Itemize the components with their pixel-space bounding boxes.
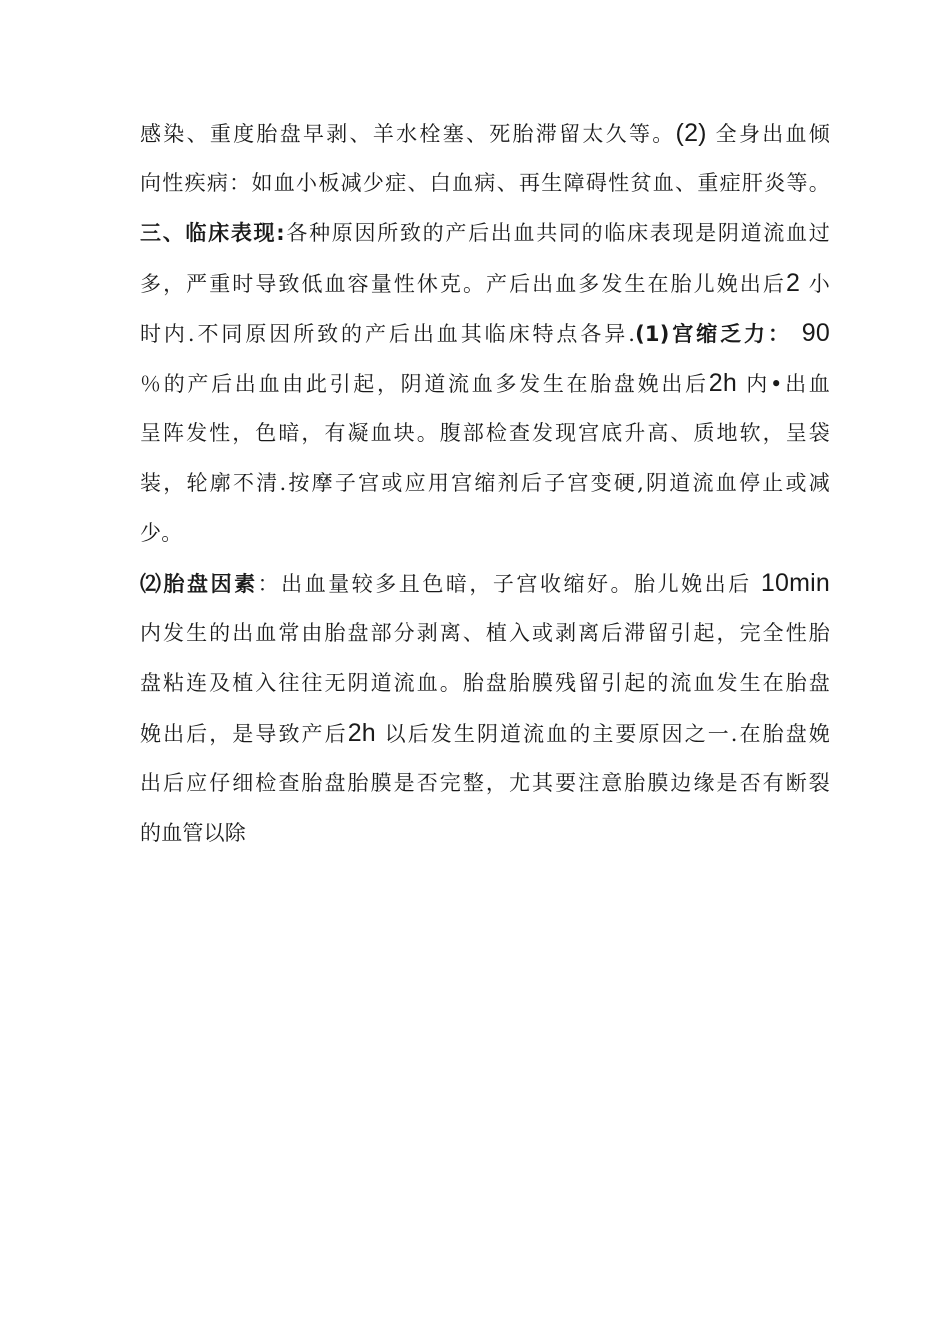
body-text: 以后发生阴道流血的主要原因之一.在胎盘娩 (375, 722, 830, 746)
body-text: 多，严重时导致低血容量性休克。产后出血多发生在胎儿娩出后 (140, 272, 786, 296)
document-body (140, 108, 830, 858)
text-line (140, 508, 830, 558)
heading-text: (1)宫缩乏力： (635, 322, 792, 346)
body-text: 内发生的出血常由胎盘部分剥离、植入或剥离后滞留引起，完全性胎 (140, 621, 830, 645)
body-text: 向性疾病：如血小板减少症、白血病、再生障碍性贫血、重症肝炎等。 (140, 171, 830, 195)
body-text: (2) (675, 119, 707, 147)
body-text: 2 (785, 269, 801, 297)
body-text: 内•出血 (736, 372, 830, 396)
text-line (140, 308, 830, 358)
text-line (140, 208, 830, 258)
text-line (140, 558, 830, 608)
body-text: 感染、重度胎盘早剥、羊水栓塞、死胎滞留太久等。 (140, 122, 676, 146)
text-line (140, 708, 830, 758)
body-text: 的血管以除 (140, 821, 246, 845)
body-text: ：出血量较多且色暗，子宫收缩好。胎儿娩出后 (257, 572, 761, 596)
body-text: 小 (800, 272, 830, 296)
text-line (140, 458, 830, 508)
body-text: 2h (347, 719, 376, 747)
body-text: 盘粘连及植入往往无阴道流血。胎盘胎膜残留引起的流血发生在胎盘 (140, 671, 830, 695)
text-line (140, 358, 830, 408)
text-line (140, 658, 830, 708)
body-text: 呈阵发性，色暗，有凝血块。腹部检查发现宫底升高、质地软，呈袋 (140, 421, 830, 445)
text-line (140, 408, 830, 458)
body-text: 少。 (140, 521, 183, 545)
heading-text: ⑵胎盘因素 (140, 572, 258, 596)
text-line (140, 808, 830, 858)
body-text: 90 (791, 319, 830, 347)
body-text: 10min (760, 569, 831, 597)
body-text: 装，轮廓不清.按摩子宫或应用宫缩剂后子宫变硬,阴道流血停止或减 (140, 471, 830, 495)
body-text: 时内.不同原因所致的产后出血其临床特点各异. (140, 322, 636, 346)
body-text: 全身出血倾 (706, 122, 830, 146)
body-text: ％的产后出血由此引起，阴道流血多发生在胎盘娩出后 (140, 372, 709, 396)
text-line (140, 108, 830, 158)
text-line (140, 258, 830, 308)
text-line (140, 158, 830, 208)
text-line (140, 758, 830, 808)
body-text: 各种原因所致的产后出血共同的临床表现是阴道流血过 (284, 221, 830, 245)
body-text: 娩出后，是导致产后 (140, 722, 348, 746)
text-line (140, 608, 830, 658)
body-text: 2h (708, 369, 737, 397)
heading-text: 三、临床表现: (140, 221, 285, 245)
body-text: 出后应仔细检查胎盘胎膜是否完整，尤其要注意胎膜边缘是否有断裂 (140, 771, 830, 795)
